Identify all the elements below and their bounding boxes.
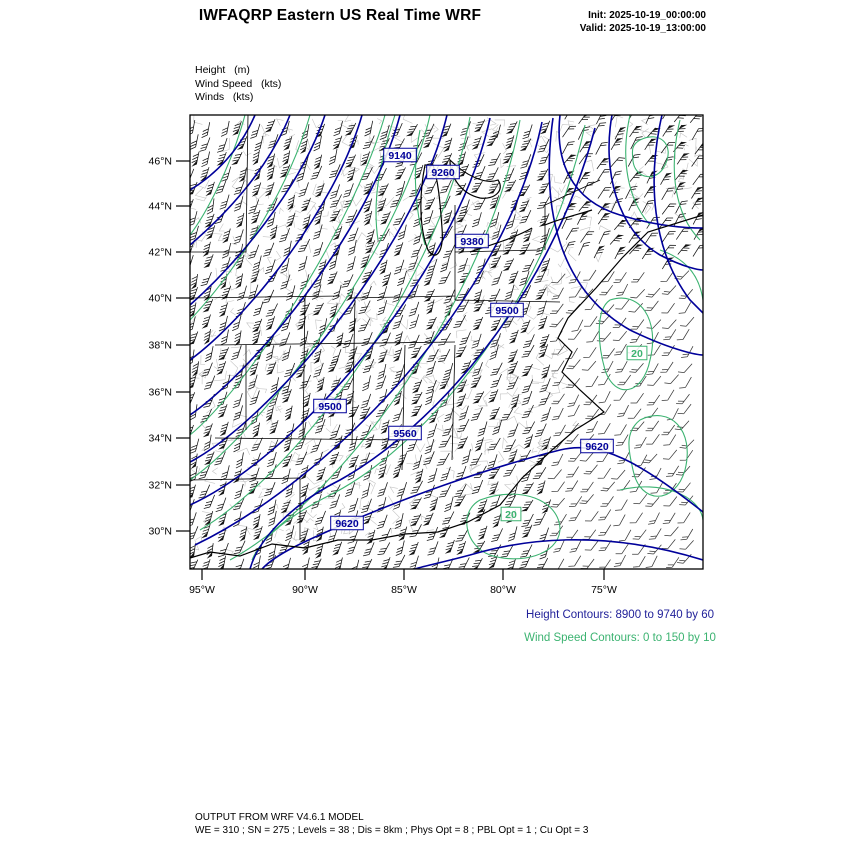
lat-tick-label: 36°N (148, 386, 172, 399)
county-boundaries-layer (186, 111, 704, 576)
contour-label-text: 9140 (388, 149, 412, 162)
lon-tick-label: 95°W (189, 584, 215, 596)
lat-tick-label: 34°N (148, 432, 172, 445)
lat-tick-label: 46°N (148, 155, 172, 168)
footer-model-line: OUTPUT FROM WRF V4.6.1 MODEL (195, 812, 364, 823)
lat-tick-label: 44°N (148, 200, 172, 213)
contour-label-text: 9500 (318, 400, 342, 413)
contour-label-text: 20 (631, 347, 643, 360)
init-time: Init: 2025-10-19_00:00:00 (588, 10, 706, 21)
lat-tick-label: 32°N (148, 479, 172, 492)
legend-winds: Winds (kts) (195, 91, 254, 103)
legend-wind-speed: Wind Speed (kts) (195, 77, 282, 90)
model-footer (195, 811, 588, 837)
contour-label-text: 9500 (495, 304, 519, 317)
footer-config-line: WE = 310 ; SN = 275 ; Levels = 38 ; Dis = 8km ; Phys Opt = 8 ; PBL Opt = 1 ; Cu Opt = 3 (195, 825, 589, 836)
contour-label-text: 20 (505, 508, 517, 521)
contour-label-text: 9620 (335, 517, 359, 530)
lat-tick-label: 40°N (148, 292, 172, 305)
lat-tick-label: 38°N (148, 339, 172, 352)
valid-time: Valid: 2025-10-19_13:00:00 (579, 23, 706, 34)
contour-label-text: 9380 (460, 235, 484, 248)
contour-label-text: 9260 (431, 166, 455, 179)
legend-height: Height (m) (195, 64, 250, 76)
height-contours-caption: Height Contours: 8900 to 9740 by 60 (526, 609, 714, 621)
page-title: IWFAQRP Eastern US Real Time WRF (198, 7, 482, 24)
lon-tick-label: 75°W (591, 584, 617, 596)
lat-tick-label: 42°N (148, 246, 172, 259)
lon-tick-label: 85°W (391, 584, 417, 596)
contour-label-text: 9560 (393, 427, 417, 440)
lon-tick-label: 80°W (490, 584, 516, 596)
lat-tick-label: 30°N (148, 525, 172, 538)
lon-tick-label: 90°W (292, 584, 318, 596)
wind-contours-caption: Wind Speed Contours: 0 to 150 by 10 (524, 632, 716, 644)
contour-label-text: 9620 (585, 440, 609, 453)
